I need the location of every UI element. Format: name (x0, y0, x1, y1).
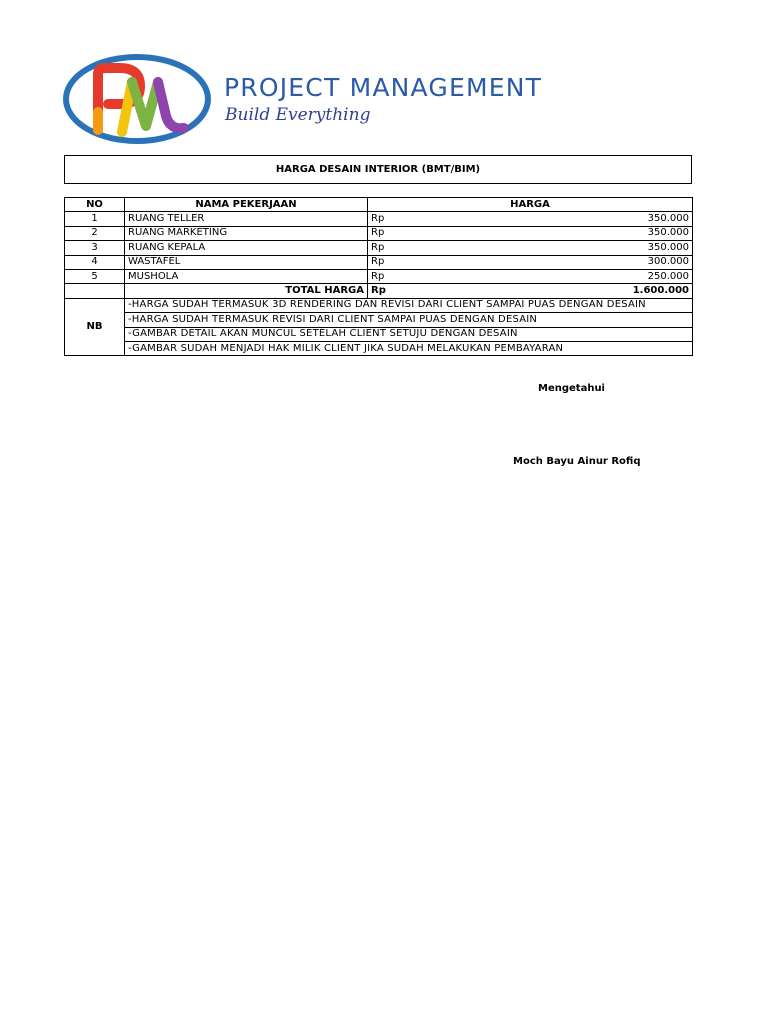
total-empty-cell (65, 284, 125, 298)
row-no: 4 (65, 255, 125, 269)
company-name: PROJECT MANAGEMENT (224, 73, 543, 102)
row-harga: 350.000 (398, 241, 693, 255)
table-row (65, 255, 693, 269)
row-nama: MUSHOLA (125, 269, 368, 283)
note-row (65, 313, 693, 327)
row-nama: WASTAFEL (125, 255, 368, 269)
row-nama: RUANG MARKETING (125, 226, 368, 240)
table-row (65, 241, 693, 255)
row-no: 3 (65, 241, 125, 255)
table-row (65, 226, 693, 240)
header-nama-pekerjaan: NAMA PEKERJAAN (125, 198, 368, 212)
row-no: 5 (65, 269, 125, 283)
row-no: 2 (65, 226, 125, 240)
note-row (65, 298, 693, 312)
total-label: TOTAL HARGA (125, 284, 368, 298)
company-tagline: Build Everything (225, 105, 371, 125)
row-nama: RUANG KEPALA (125, 241, 368, 255)
document-title-text: HARGA DESAIN INTERIOR (BMT/BIM) (275, 164, 481, 175)
row-harga: 300.000 (398, 255, 693, 269)
company-logo (62, 52, 662, 148)
row-currency: Rp (368, 212, 398, 226)
signer-name: Moch Bayu Ainur Rofiq (513, 456, 641, 467)
price-table (64, 197, 693, 356)
header-no: NO (65, 198, 125, 212)
row-harga: 350.000 (398, 226, 693, 240)
note-item: -HARGA SUDAH TERMASUK 3D RENDERING DAN REVISI DARI CLIENT SAMPAI PUAS DENGAN DESAIN (125, 298, 693, 312)
table-header-row (65, 198, 693, 212)
row-no: 1 (65, 212, 125, 226)
header-harga: HARGA (368, 198, 693, 212)
total-row (65, 284, 693, 298)
row-currency: Rp (368, 255, 398, 269)
row-currency: Rp (368, 226, 398, 240)
document-title (64, 155, 692, 184)
note-item: -GAMBAR DETAIL AKAN MUNCUL SETELAH CLIENT SETUJU DENGAN DESAIN (125, 327, 693, 341)
row-nama: RUANG TELLER (125, 212, 368, 226)
table-row (65, 269, 693, 283)
table-row (65, 212, 693, 226)
total-value: 1.600.000 (398, 284, 693, 298)
note-item: -HARGA SUDAH TERMASUK REVISI DARI CLIENT SAMPAI PUAS DENGAN DESAIN (125, 313, 693, 327)
note-row (65, 327, 693, 341)
row-harga: 250.000 (398, 269, 693, 283)
row-harga: 350.000 (398, 212, 693, 226)
pm-monogram-icon (66, 57, 208, 141)
note-row (65, 341, 693, 355)
acknowledge-label: Mengetahui (538, 383, 605, 394)
row-currency: Rp (368, 241, 398, 255)
total-currency: Rp (368, 284, 398, 298)
row-currency: Rp (368, 269, 398, 283)
note-item: -GAMBAR SUDAH MENJADI HAK MILIK CLIENT JIKA SUDAH MELAKUKAN PEMBAYARAN (125, 341, 693, 355)
notes-label: NB (65, 298, 125, 356)
